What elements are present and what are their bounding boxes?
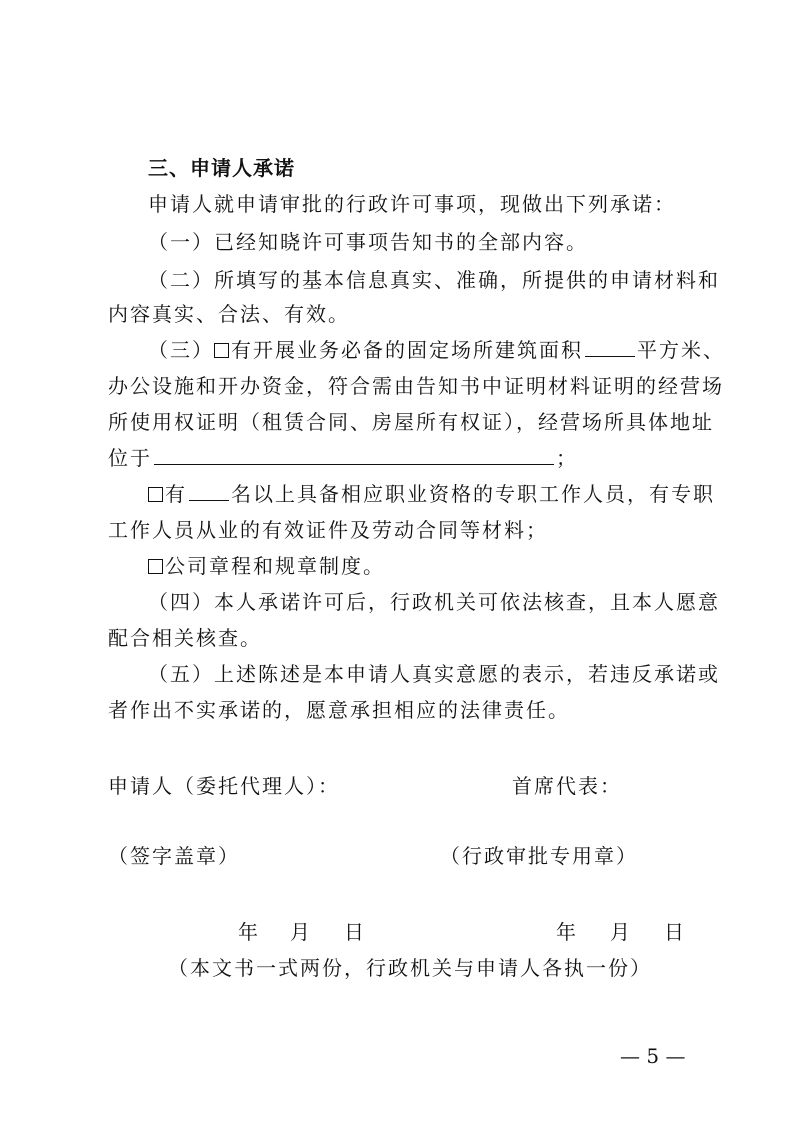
admin-seal-note: （行政审批专用章）	[440, 844, 638, 868]
page-number: — 5 —	[620, 1044, 686, 1068]
date-left-month: 月	[290, 920, 312, 944]
address-label: 位于	[108, 446, 152, 470]
item-2-line-2: 内容真实、合法、有效。	[108, 302, 350, 326]
item-3-staff	[148, 478, 715, 507]
intro-text: 申请人就申请审批的行政许可事项，现做出下列承诺：	[148, 192, 676, 216]
item-5-line-2: 者作出不实承诺的，愿意承担相应的法律责任。	[108, 698, 570, 722]
date-right-day: 日	[664, 920, 686, 944]
date-left-year: 年	[238, 920, 260, 944]
item-3-area-text: 有开展业务必备的固定场所建筑面积	[231, 338, 583, 362]
item-5-line-1: （五）上述陈述是本申请人真实意愿的表示，若违反承诺或	[148, 662, 720, 686]
date-left-day: 日	[344, 920, 366, 944]
staff-text-a: 有	[165, 482, 187, 506]
sign-seal-note: （签字盖章）	[108, 844, 240, 868]
checkbox-staff[interactable]	[148, 487, 163, 502]
footer-note: （本文书一式两份，行政机关与申请人各执一份）	[168, 956, 652, 980]
checkbox-rules[interactable]	[148, 559, 163, 574]
item-1: （一）已经知晓许可事项告知书的全部内容。	[148, 230, 588, 254]
checkbox-area[interactable]	[214, 343, 229, 358]
staff-count-blank[interactable]	[189, 482, 229, 501]
section-title: 三、申请人承诺	[148, 156, 295, 180]
item-3-line-4	[108, 442, 578, 471]
item-4-line-2: 配合相关核查。	[108, 626, 262, 650]
address-blank[interactable]	[154, 446, 554, 465]
item-2-line-1: （二）所填写的基本信息真实、准确，所提供的申请材料和	[148, 268, 720, 292]
item-3-staff-line-2: 工作人员从业的有效证件及劳动合同等材料；	[108, 518, 548, 542]
date-right-month: 月	[610, 920, 632, 944]
item-3-area-unit: 平方米、	[637, 338, 725, 362]
area-blank[interactable]	[585, 338, 635, 357]
item-3-rules	[148, 550, 385, 579]
item-4-line-1: （四）本人承诺许可后，行政机关可依法核查，且本人愿意	[148, 590, 720, 614]
applicant-label: 申请人（委托代理人）：	[108, 774, 340, 798]
item-3-line-2: 办公设施和开办资金，符合需由告知书中证明材料证明的经营场	[108, 374, 724, 398]
item-3-prefix: （三）	[148, 338, 214, 362]
chief-label: 首席代表：	[512, 774, 622, 798]
item-3-line-1	[148, 334, 725, 363]
date-right-year: 年	[556, 920, 578, 944]
item-3-line-3: 所使用权证明（租赁合同、房屋所有权证），经营场所具体地址	[108, 410, 714, 434]
staff-text-b: 名以上具备相应职业资格的专职工作人员，有专职	[231, 482, 715, 506]
address-end: ；	[556, 446, 578, 470]
rules-text: 公司章程和规章制度。	[165, 554, 385, 578]
